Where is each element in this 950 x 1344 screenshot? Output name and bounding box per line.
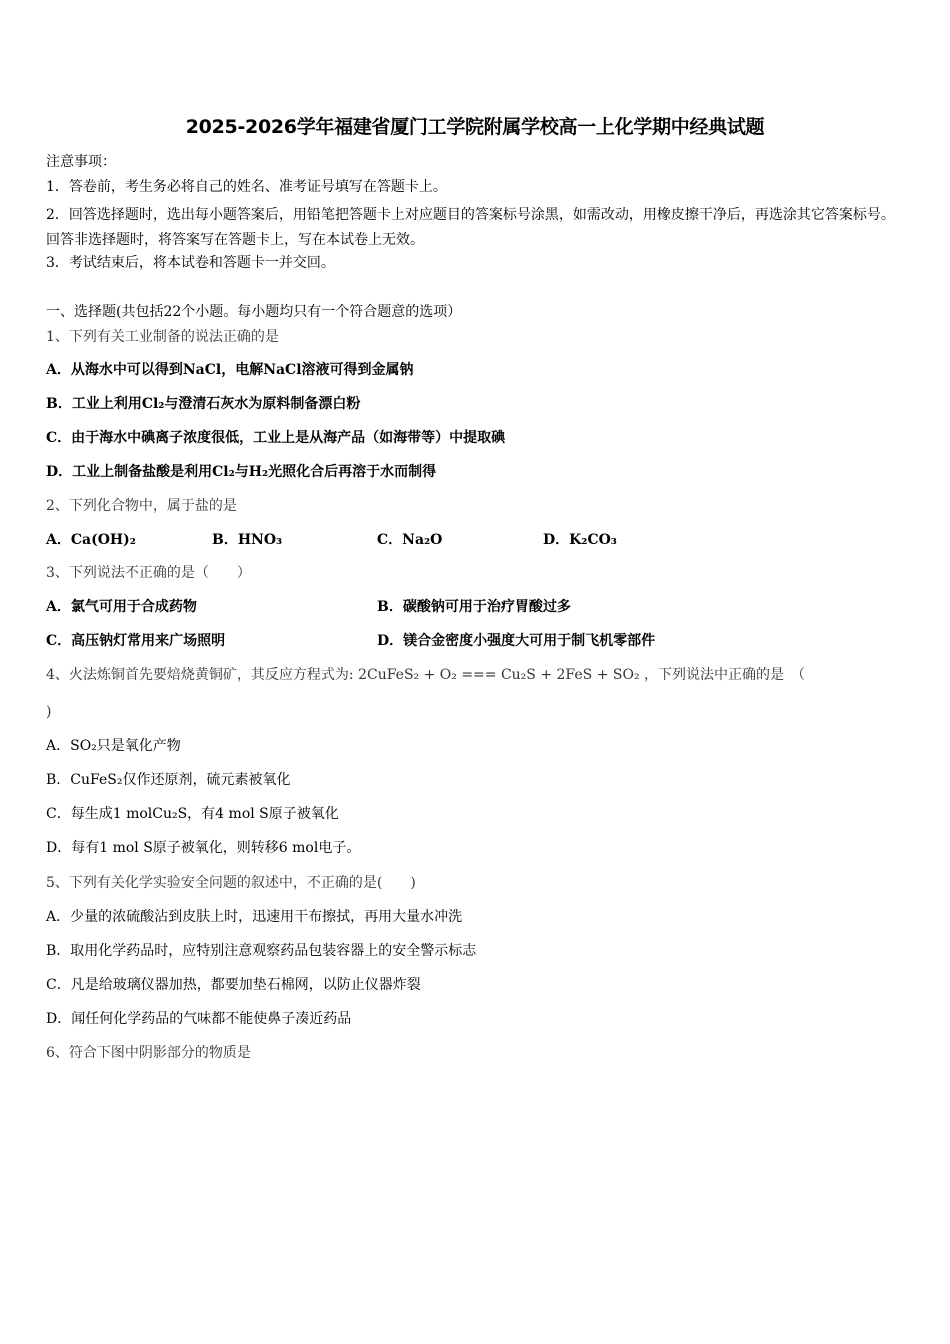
question-4-option-b: B．CuFeS₂仅作还原剂，硫元素被氧化 — [46, 772, 291, 788]
notice-item-2: 2．回答选择题时，选出每小题答案后，用铅笔把答题卡上对应题目的答案标号涂黑，如需改动，用橡皮擦干净后，再选涂其它答案标号。回答非选择题时，将答案写在答题卡上，写在本试卷上无效。 — [46, 207, 895, 248]
question-2-stem: 2、下列化合物中，属于盐的是 — [46, 498, 237, 514]
page-title: 2025-2026学年福建省厦门工学院附属学校高一上化学期中经典试题 — [185, 116, 765, 138]
section-heading: 一、选择题(共包括22个小题。每小题均只有一个符合题意的选项） — [46, 304, 462, 320]
question-3-stem: 3、下列说法不正确的是（ ） — [46, 565, 251, 581]
question-4-option-d: D．每有1 mol S原子被氧化，则转移6 mol电子。 — [46, 840, 361, 856]
question-3-option-d: D．镁合金密度小强度大可用于制飞机零部件 — [377, 633, 656, 649]
question-1-stem: 1、下列有关工业制备的说法正确的是 — [46, 329, 279, 345]
question-4-option-c: C．每生成1 molCu₂S，有4 mol S原子被氧化 — [46, 806, 339, 822]
question-2-option-d: D．K₂CO₃ — [543, 532, 617, 548]
question-1-option-d: D．工业上制备盐酸是利用Cl₂与H₂光照化合后再溶于水而制得 — [46, 464, 437, 480]
question-3-option-a: A．氯气可用于合成药物 — [46, 599, 197, 615]
question-1-option-c: C．由于海水中碘离子浓度很低，工业上是从海产品（如海带等）中提取碘 — [46, 430, 506, 446]
question-4-stem-line1: 4、火法炼铜首先要焙烧黄铜矿，其反应方程式为: 2CuFeS₂ + O₂ === Cu₂S + 2FeS + SO₂ ，下列说法中正确的是 （ — [46, 667, 806, 683]
question-2-option-a: A．Ca(OH)₂ — [46, 532, 136, 548]
notice-heading: 注意事项： — [46, 154, 116, 170]
notice-item-3: 3．考试结束后，将本试卷和答题卡一并交回。 — [46, 255, 335, 271]
question-4-option-a: A．SO₂只是氧化产物 — [46, 738, 181, 754]
notice-item-1: 1．答卷前，考生务必将自己的姓名、准考证号填写在答题卡上。 — [46, 179, 447, 195]
question-1-option-a: A．从海水中可以得到NaCl，电解NaCl溶液可得到金属钠 — [46, 362, 414, 378]
question-3-option-b: B．碳酸钠可用于治疗胃酸过多 — [377, 599, 571, 615]
question-5-option-c: C．凡是给玻璃仪器加热，都要加垫石棉网，以防止仪器炸裂 — [46, 977, 421, 993]
question-4-stem-line2: ) — [46, 704, 52, 720]
question-2-option-b: B．HNO₃ — [212, 532, 283, 548]
question-5-stem: 5、下列有关化学实验安全问题的叙述中，不正确的是( ) — [46, 875, 416, 891]
question-3-option-c: C．高压钠灯常用来广场照明 — [46, 633, 226, 649]
question-6-stem: 6、符合下图中阴影部分的物质是 — [46, 1045, 251, 1061]
question-5-option-d: D．闻任何化学药品的气味都不能使鼻子凑近药品 — [46, 1011, 352, 1027]
question-2-option-c: C．Na₂O — [377, 532, 443, 548]
question-1-option-b: B．工业上利用Cl₂与澄清石灰水为原料制备漂白粉 — [46, 396, 361, 412]
question-5-option-a: A．少量的浓硫酸沾到皮肤上时，迅速用干布擦拭，再用大量水冲洗 — [46, 909, 463, 925]
question-5-option-b: B．取用化学药品时，应特别注意观察药品包装容器上的安全警示标志 — [46, 943, 477, 959]
